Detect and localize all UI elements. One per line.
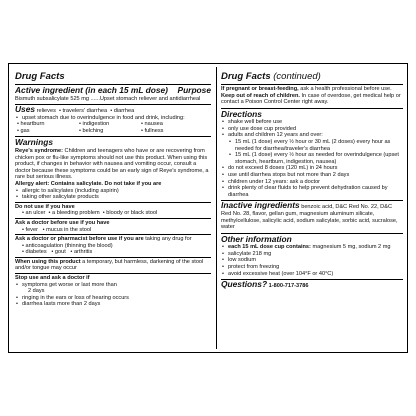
- askp-item: anticoagulation (thinning the blood): [25, 242, 113, 249]
- directions-item: • adults and children 12 years and over:: [228, 132, 403, 139]
- drug-facts-label: [8, 63, 408, 353]
- drug-facts-title: Drug Facts: [15, 71, 65, 82]
- keep-out-of-reach: Keep out of reach of children. In case of overdose, get medical help or contact a Poison Control Center right away.: [221, 92, 401, 106]
- when-using-bold: When using this product: [15, 258, 81, 265]
- active-ingredient-header: [15, 86, 211, 96]
- uses-grid-item: • fullness: [141, 127, 164, 134]
- allergy-list: [15, 188, 211, 201]
- dnu-item: an ulcer: [25, 210, 46, 217]
- other-info-item: • protect from freezing: [228, 264, 403, 271]
- uses-grid-item: • heartburn: [17, 121, 45, 128]
- purpose-heading: Purpose: [177, 85, 211, 95]
- askp-item: diabetes: [25, 249, 47, 256]
- dnu-item: bloody or black stool: [106, 210, 158, 217]
- directions-list-2: [221, 165, 403, 198]
- directions-item: • drink plenty of clear fluids to help prevent dehydration caused by diarrhea: [228, 185, 403, 198]
- do-not-use-list: • an ulcer • a bleeding problem • bloody or black stool: [22, 210, 158, 217]
- when-using-text: a temporary, but harmless, darkening of the stool and/or tongue may occur: [15, 258, 204, 272]
- stop-item: • ringing in the ears or loss of hearing occurs: [22, 295, 211, 302]
- directions-subitem: • 15 mL (1 dose) every ½ hour or 30 mL (2 doses) every hour as needed for diarrhea/traveler's diarrhea: [235, 139, 403, 152]
- directions-list: [221, 119, 403, 139]
- questions-line: [221, 281, 403, 290]
- allergy-item: • allergic to salicylates (including aspirin): [22, 188, 211, 195]
- ask-pharmacist-bold: Ask a doctor or pharmacist before use if you are: [15, 236, 144, 243]
- active-ingredient-heading: Active ingredient (in each 15 mL dose): [15, 85, 168, 95]
- ask-pharmacist: [15, 236, 211, 243]
- uses-heading: Uses: [15, 104, 36, 115]
- uses-grid-item: • indigestion: [79, 121, 110, 128]
- ask-item: fever: [25, 226, 38, 233]
- when-using: [15, 259, 211, 272]
- other-info-item: • each 15 mL dose cup contains: magnesium 5 mg, sodium 2 mg: [228, 244, 403, 251]
- warnings-heading: Warnings: [15, 137, 54, 148]
- directions-item: • shake well before use: [228, 119, 403, 126]
- uses-item: diarrhea: [113, 108, 135, 115]
- other-info-heading: Other information: [221, 233, 292, 244]
- thin-rule: [15, 218, 211, 219]
- other-info-item: • salicylate 218 mg: [228, 251, 403, 258]
- uses-grid: [15, 121, 211, 134]
- thin-rule: [15, 273, 211, 274]
- column-divider: [216, 67, 217, 349]
- drug-facts-title-continued: Drug Facts (continued): [221, 71, 321, 82]
- stop-use-heading: Stop use and ask a doctor if: [15, 275, 90, 282]
- uses-section: Uses relieves • travelers' diarrhea • diarrhea: [15, 104, 135, 115]
- ask-pharmacist-list: • anticoagulation (thinning the blood): [22, 242, 113, 249]
- stop-use-list: [15, 282, 211, 308]
- directions-item: • only use dose cup provided: [228, 126, 403, 133]
- heavy-rule: [221, 84, 403, 85]
- drug-facts-left-column: [15, 67, 211, 349]
- uses-grid-item: • gas: [17, 127, 30, 134]
- do-not-use-heading: Do not use if you have: [15, 203, 75, 210]
- inactive-text: benzoic acid, D&C Red No. 22, D&C Red No. 28, flavor, gellan gum, magnesium aluminum silicate, methylcellulose, salicylic acid, sodium salicylate, sorbic acid, sucralose, water: [221, 204, 398, 231]
- uses-list: [15, 115, 211, 122]
- directions-item: • do not exceed 8 doses (120 mL) in 24 hours: [228, 165, 403, 172]
- stop-item-continued: 2 days: [28, 288, 45, 295]
- questions-phone: 1-800-717-3786: [267, 283, 309, 290]
- heavy-rule: [15, 104, 211, 105]
- other-info-item: • avoid excessive heat (over 104°F or 40°C): [228, 271, 403, 278]
- directions-item: • children under 12 years: ask a doctor: [228, 179, 403, 186]
- dnu-item: a bleeding problem: [52, 210, 100, 217]
- other-info-list: [221, 244, 403, 277]
- other-info-item: • low sodium: [228, 257, 403, 264]
- thin-rule: [15, 234, 211, 235]
- drug-facts-right-column: [221, 67, 403, 349]
- uses-item: travelers' diarrhea: [62, 108, 108, 115]
- directions-subitem: • 15 mL (1 dose) every ½ hour as needed for overindulgence (upset stomach, heartburn, indigestion, nausea): [235, 152, 403, 165]
- stop-item: • diarrhea lasts more than 2 days: [22, 301, 211, 308]
- uses-intro: relieves: [36, 108, 56, 115]
- pregnancy-warning: If pregnant or breast-feeding, ask a health professional before use.: [221, 86, 392, 92]
- active-ingredient-line: Bismuth subsalicylate 525 mg ......Upset stomach reliever and antidiarrheal: [15, 95, 201, 102]
- allergy-item: • taking other salicylate products: [22, 194, 211, 201]
- uses-grid-item: • belching: [79, 127, 104, 134]
- directions-sublist: [221, 139, 403, 165]
- stop-item: • symptoms get worse or last more than: [22, 282, 211, 289]
- inactive-heading: Inactive ingredients: [221, 200, 300, 211]
- ask-item: mucus in the stool: [46, 226, 92, 233]
- questions-heading: Questions?: [221, 279, 268, 290]
- reye-bold: Reye's syndrome:: [15, 147, 63, 154]
- reye-warning: [15, 148, 211, 181]
- directions-heading: Directions: [221, 108, 262, 119]
- directions-item: • use until diarrhea stops but not more than 2 days: [228, 172, 403, 179]
- ask-doctor-list: • fever • mucus in the stool: [22, 226, 92, 233]
- inactive-ingredients: [221, 202, 403, 230]
- ask-doctor-heading: Ask a doctor before use if you have: [15, 219, 110, 226]
- ask-pharmacist-text: taking any drug for: [143, 236, 192, 243]
- thin-rule: [15, 257, 211, 258]
- uses-item: • upset stomach due to overindulgence in food and drink, including:: [22, 115, 211, 122]
- thin-rule: [15, 202, 211, 203]
- askp-item: gout: [54, 249, 66, 256]
- askp-item: arthritis: [73, 249, 93, 256]
- uses-grid-item: • nausea: [141, 121, 163, 128]
- ask-pharmacist-list-2: • diabetes • gout • arthritis: [22, 249, 93, 256]
- reye-text: Children and teenagers who have or are recovering from chicken pox or flu-like symptoms should not use this product. When using this product, if changes in behavior with nausea and vomiting occur, consult a doctor because these symptoms could be an early sign of Reye's syndrome, a rare but serious illness.: [15, 147, 209, 181]
- allergy-alert: Allergy alert: Contains salicylate. Do not take if you are: [15, 180, 162, 187]
